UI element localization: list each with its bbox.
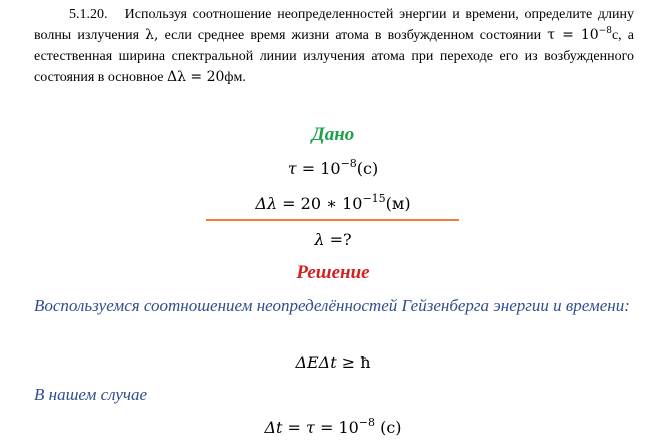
problem-line-1 [34, 4, 634, 25]
given-divider [206, 219, 459, 221]
problem-line-2 [34, 25, 634, 46]
tau-base: τ = 10 [547, 27, 599, 43]
problem-line-2-end: а [627, 28, 634, 43]
find-equation-lambda [0, 230, 666, 249]
eq1-lhs: τ [287, 159, 297, 178]
problem-number: 5.1.20. [69, 7, 108, 22]
eq3-rhs: =? [324, 230, 352, 249]
problem-line-1-text: Используя соотношение неопределенностей энергии и времени, определите длину [124, 7, 634, 22]
given-equation-delta-lambda [0, 194, 666, 213]
given-heading: Дано [311, 124, 355, 145]
delta-lambda-value: Δλ = 20 [166, 69, 225, 85]
eq2-rhs: = 20 ∗ 10 [277, 194, 363, 213]
delta-lambda-unit: фм. [224, 70, 246, 85]
problem-line-4 [34, 67, 634, 88]
eq1-unit: (с) [356, 159, 379, 178]
eq1-rhs: = 10 [296, 159, 341, 178]
problem-statement [34, 4, 634, 88]
problem-line-4-start: состояния в основное [34, 70, 164, 85]
eq4-lhs: ΔEΔt [295, 353, 337, 372]
tau-unit: с, [611, 28, 622, 43]
heisenberg-inequality [0, 353, 666, 372]
eq2-unit: (м) [385, 194, 411, 213]
eq2-lhs: Δλ [255, 194, 278, 213]
eq2-exponent: −15 [362, 192, 386, 205]
eq5-lhs: Δt = τ [264, 418, 315, 437]
eq4-rhs: ≥ ħ [336, 353, 371, 372]
problem-line-2-start: волны излучения [34, 28, 140, 43]
problem-line-2-middle: если среднее время жизни атома в возбужденном состоянии [164, 28, 542, 43]
eq5-exponent: −8 [358, 416, 376, 429]
problem-line-3: естественная ширина спектральной линии излучения атома при переходе его из возбужденного [34, 49, 634, 64]
solution-paragraph-1: Воспользуемся соотношением неопределённостей Гейзенберга энергии и времени: [34, 296, 630, 315]
tau-value [547, 27, 612, 43]
solution-heading: Решение [296, 262, 370, 283]
solution-paragraph-2: В нашем случае [34, 385, 148, 404]
eq5-rhs: = 10 [314, 418, 359, 437]
lambda-symbol: λ, [145, 27, 159, 43]
eq5-unit: (c) [375, 418, 402, 437]
given-equation-tau [0, 159, 666, 178]
tau-exponent: −8 [598, 26, 612, 36]
eq3-lhs: λ [314, 230, 325, 249]
eq1-exponent: −8 [340, 157, 357, 170]
delta-t-equation [0, 418, 666, 437]
